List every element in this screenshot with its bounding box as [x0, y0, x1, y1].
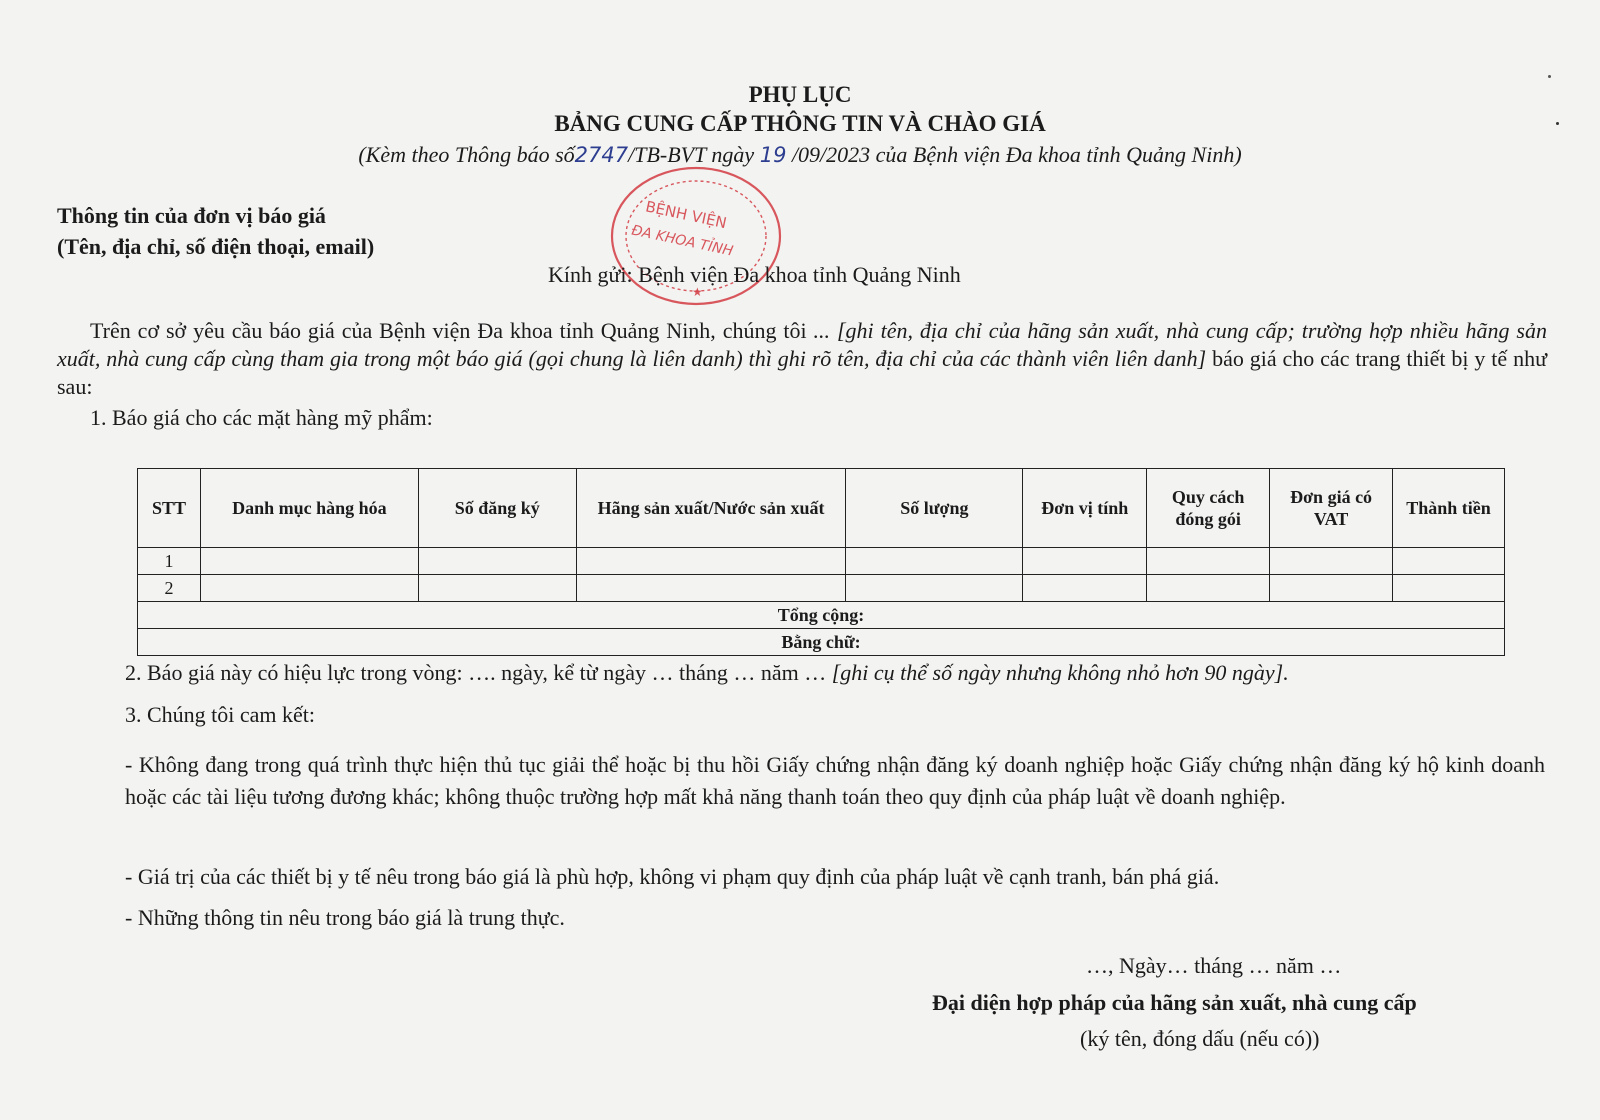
validity-text: 2. Báo giá này có hiệu lực trong vòng: …. ngày, kể từ ngày … tháng … năm …	[125, 660, 832, 685]
commitment-bullet: - Giá trị của các thiết bị y tế nêu trong báo giá là phù hợp, không vi phạm quy định của pháp luật về cạnh tranh, bán phá giá.	[125, 864, 1220, 889]
stamp-line2: ĐA KHOA TỈNH	[629, 222, 735, 260]
col-header: Đơn giá có VAT	[1270, 469, 1393, 548]
table-cell[interactable]: 1	[138, 548, 201, 575]
scan-speck	[1548, 75, 1551, 78]
table-cell[interactable]: 2	[138, 575, 201, 602]
quoter-label-line2: (Tên, địa chỉ, số điện thoại, email)	[57, 234, 375, 259]
table-cell[interactable]	[1147, 548, 1270, 575]
col-header: Quy cách đóng gói	[1147, 469, 1270, 548]
table-cell[interactable]	[200, 575, 418, 602]
ref-day-handwritten: 19	[759, 143, 787, 167]
document-title: PHỤ LỤC	[748, 82, 852, 107]
reference-line	[0, 142, 1600, 168]
col-header: Đơn vị tính	[1023, 469, 1147, 548]
col-header: Số đăng ký	[418, 469, 576, 548]
intro-end: báo giá cho các trang thiết bị y tế như sau:	[57, 346, 1547, 399]
col-header: STT	[138, 469, 201, 548]
intro-start: Trên cơ sở yêu cầu báo giá của Bệnh viện Đa khoa tỉnh Quảng Ninh, chúng tôi	[90, 318, 807, 343]
table-cell[interactable]	[200, 548, 418, 575]
total-row	[138, 602, 1505, 629]
table-cell[interactable]	[576, 548, 846, 575]
table-cell[interactable]	[1393, 575, 1505, 602]
table-row	[138, 575, 1505, 602]
intro-paragraph	[57, 317, 1547, 401]
col-header: Danh mục hàng hóa	[200, 469, 418, 548]
words-label: Bằng chữ:	[138, 629, 1505, 656]
quoter-label-line1: Thông tin của đơn vị báo giá	[57, 203, 326, 228]
quoter-info-label	[57, 200, 374, 262]
ref-suffix: /09/2023 của Bệnh viện Đa khoa tỉnh Quảng Ninh)	[791, 142, 1242, 167]
section-2-validity	[125, 660, 1289, 686]
table-cell[interactable]	[576, 575, 846, 602]
words-row	[138, 629, 1505, 656]
scan-speck	[1556, 122, 1559, 125]
table-row	[138, 548, 1505, 575]
section-1-heading: 1. Báo giá cho các mặt hàng mỹ phẩm:	[90, 405, 433, 430]
commitment-bullet: - Không đang trong quá trình thực hiện thủ tục giải thể hoặc bị thu hồi Giấy chứng nhận đăng ký doanh nghiệp hoặc Giấy chứng nhận đăng ký hộ kinh doanh hoặc các tài liệu tương đương khác; không thuộc trường hợp mất khả năng thanh toán theo quy định của pháp luật về doanh nghiệp.	[125, 752, 1545, 809]
section-3-heading: 3. Chúng tôi cam kết:	[125, 702, 316, 727]
document-subtitle: BẢNG CUNG CẤP THÔNG TIN VÀ CHÀO GIÁ	[554, 111, 1046, 136]
table-header-row	[138, 469, 1505, 548]
table-cell[interactable]	[1393, 548, 1505, 575]
table-cell[interactable]	[1270, 575, 1393, 602]
validity-italic: [ghi cụ thể số ngày nhưng không nhỏ hơn 90 ngày].	[831, 660, 1289, 685]
ref-prefix: (Kèm theo Thông báo số	[358, 142, 575, 167]
signature-date-line: …, Ngày… tháng … năm …	[1086, 953, 1342, 978]
stamp-line1: BỆNH VIỆN	[643, 197, 729, 233]
col-header: Số lượng	[846, 469, 1023, 548]
intro-italic: ... [ghi tên, địa chỉ của hãng sản xuất, nhà cung cấp; trường hợp nhiều hãng sản xuất, nhà cung cấp cùng tham gia trong một báo giá (gọi chung là liên danh) thì ghi rõ tên, địa chỉ của các thành viên liên danh]	[57, 318, 1547, 371]
representative-label: Đại diện hợp pháp của hãng sản xuất, nhà cung cấp	[932, 990, 1417, 1015]
table-cell[interactable]	[1023, 575, 1147, 602]
table-cell[interactable]	[1023, 548, 1147, 575]
col-header: Thành tiền	[1393, 469, 1505, 548]
table-cell[interactable]	[846, 548, 1023, 575]
quote-table	[137, 468, 1505, 656]
svg-text:★: ★	[692, 285, 703, 299]
table-cell[interactable]	[1147, 575, 1270, 602]
table-cell[interactable]	[418, 548, 576, 575]
table-cell[interactable]	[418, 575, 576, 602]
commitment-bullet: - Những thông tin nêu trong báo giá là trung thực.	[125, 905, 565, 930]
signature-note: (ký tên, đóng dấu (nếu có))	[1080, 1026, 1320, 1051]
col-header: Hãng sản xuất/Nước sản xuất	[576, 469, 846, 548]
ref-number-handwritten: 2747	[574, 143, 629, 167]
greeting-line: Kính gửi: Bệnh viện Đa khoa tỉnh Quảng Ninh	[548, 262, 961, 287]
total-label: Tổng cộng:	[138, 602, 1505, 629]
ref-code: /TB-BVT ngày	[628, 142, 755, 167]
table-cell[interactable]	[1270, 548, 1393, 575]
table-cell[interactable]	[846, 575, 1023, 602]
